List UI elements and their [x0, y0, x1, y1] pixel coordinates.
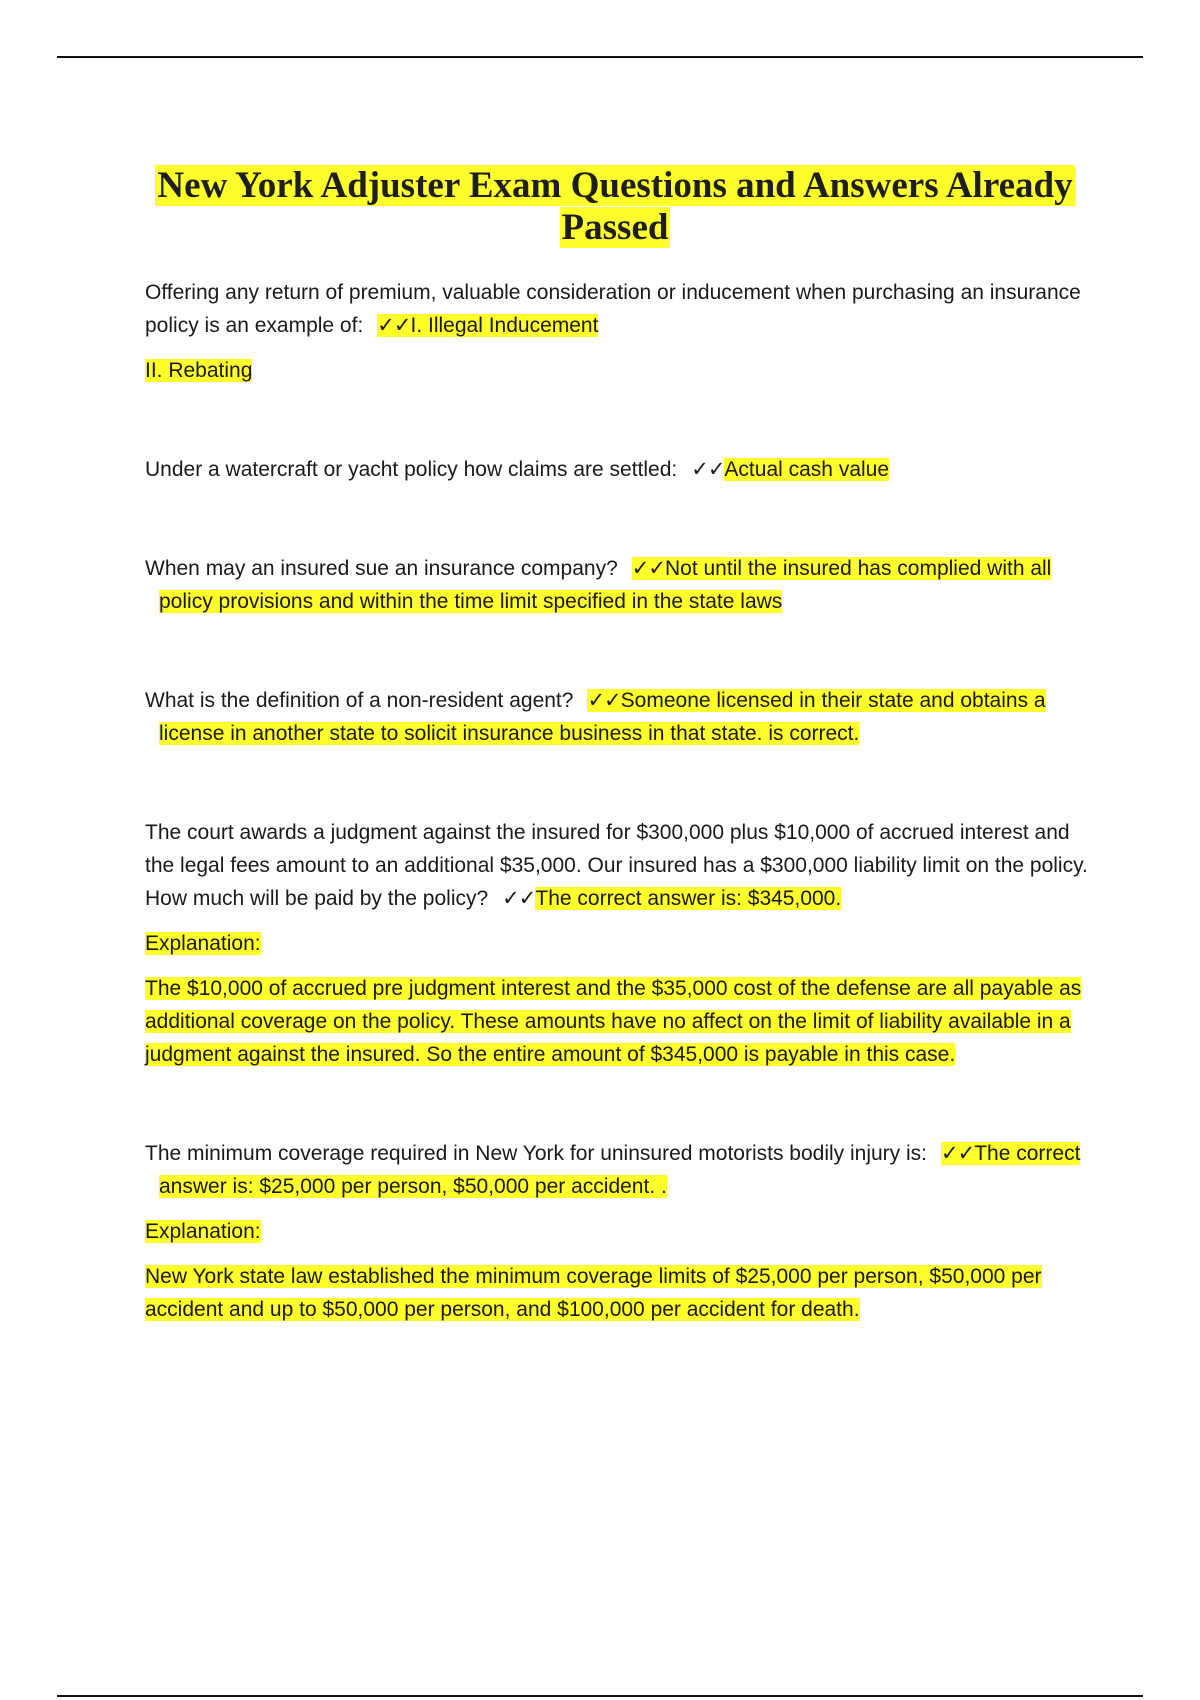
qa-question-line: [145, 816, 1095, 915]
answer-text: I. Illegal Inducement: [410, 314, 599, 337]
answer-highlight: [691, 458, 889, 481]
explanation-label: Explanation:: [145, 932, 261, 955]
answer-extra-text: II. Rebating: [145, 359, 253, 382]
explanation-body-line: [145, 1260, 1095, 1326]
double-check-icon: ✓✓: [631, 557, 665, 580]
top-rule: [57, 56, 1143, 58]
answer-text: The correct answer is: $25,000 per person, $50,000 per accident. .: [159, 1142, 1081, 1198]
explanation-label-line: [145, 1215, 1095, 1248]
qa-item: [145, 1137, 1095, 1326]
question-text: The minimum coverage required in New York for uninsured motorists bodily injury is:: [145, 1142, 928, 1165]
qa-item: [145, 684, 1095, 750]
qa-question-line: [145, 684, 1095, 750]
document-title: [140, 165, 1090, 249]
double-check-icon: ✓✓: [691, 458, 725, 481]
answer-extra-line: [145, 354, 1095, 387]
question-text: The court awards a judgment against the insured for $300,000 plus $10,000 of accrued interest and the legal fees amount to an additional $35,000. Our insured has a $300,000 liability limit on the policy. How much will be paid by the policy?: [145, 821, 1088, 910]
qa-list: [145, 276, 1095, 1392]
double-check-icon: ✓✓: [502, 887, 536, 910]
explanation-label-line: [145, 927, 1095, 960]
answer-text: The correct answer is: $345,000.: [535, 887, 842, 910]
bottom-rule: [57, 1695, 1143, 1697]
qa-item: [145, 276, 1095, 387]
qa-question-line: [145, 276, 1095, 342]
answer-text: Actual cash value: [724, 458, 890, 481]
qa-item: [145, 453, 1095, 486]
qa-question-line: [145, 453, 1095, 486]
double-check-icon: ✓✓: [587, 689, 621, 712]
explanation-label: Explanation:: [145, 1220, 261, 1243]
question-text: Under a watercraft or yacht policy how claims are settled:: [145, 458, 678, 481]
answer-text: Someone licensed in their state and obtains a license in another state to solicit insurance business in that state. is correct.: [159, 689, 1046, 745]
explanation-text: The $10,000 of accrued pre judgment interest and the $35,000 cost of the defense are all payable as additional coverage on the policy. These amounts have no affect on the limit of liability available in a judgment against the insured. So the entire amount of $345,000 is payable in this case.: [145, 977, 1082, 1066]
answer-highlight: [377, 314, 598, 337]
qa-item: [145, 552, 1095, 618]
question-text: When may an insured sue an insurance company?: [145, 557, 618, 580]
qa-question-line: [145, 552, 1095, 618]
double-check-icon: ✓✓: [377, 314, 411, 337]
answer-text: Not until the insured has complied with all policy provisions and within the time limit specified in the state laws: [159, 557, 1052, 613]
title-line-2: Passed: [561, 206, 669, 248]
double-check-icon: ✓✓: [941, 1142, 975, 1165]
explanation-body-line: [145, 972, 1095, 1071]
qa-item: [145, 816, 1095, 1071]
question-text: What is the definition of a non-resident agent?: [145, 689, 574, 712]
explanation-text: New York state law established the minimum coverage limits of $25,000 per person, $50,000 per accident and up to $50,000 per person, and $100,000 per accident for death.: [145, 1265, 1042, 1321]
qa-question-line: [145, 1137, 1095, 1203]
answer-highlight: [502, 887, 841, 910]
title-line-1: New York Adjuster Exam Questions and Answers Already: [157, 164, 1073, 206]
question-text: Offering any return of premium, valuable consideration or inducement when purchasing an insurance policy is an example of:: [145, 281, 1081, 337]
